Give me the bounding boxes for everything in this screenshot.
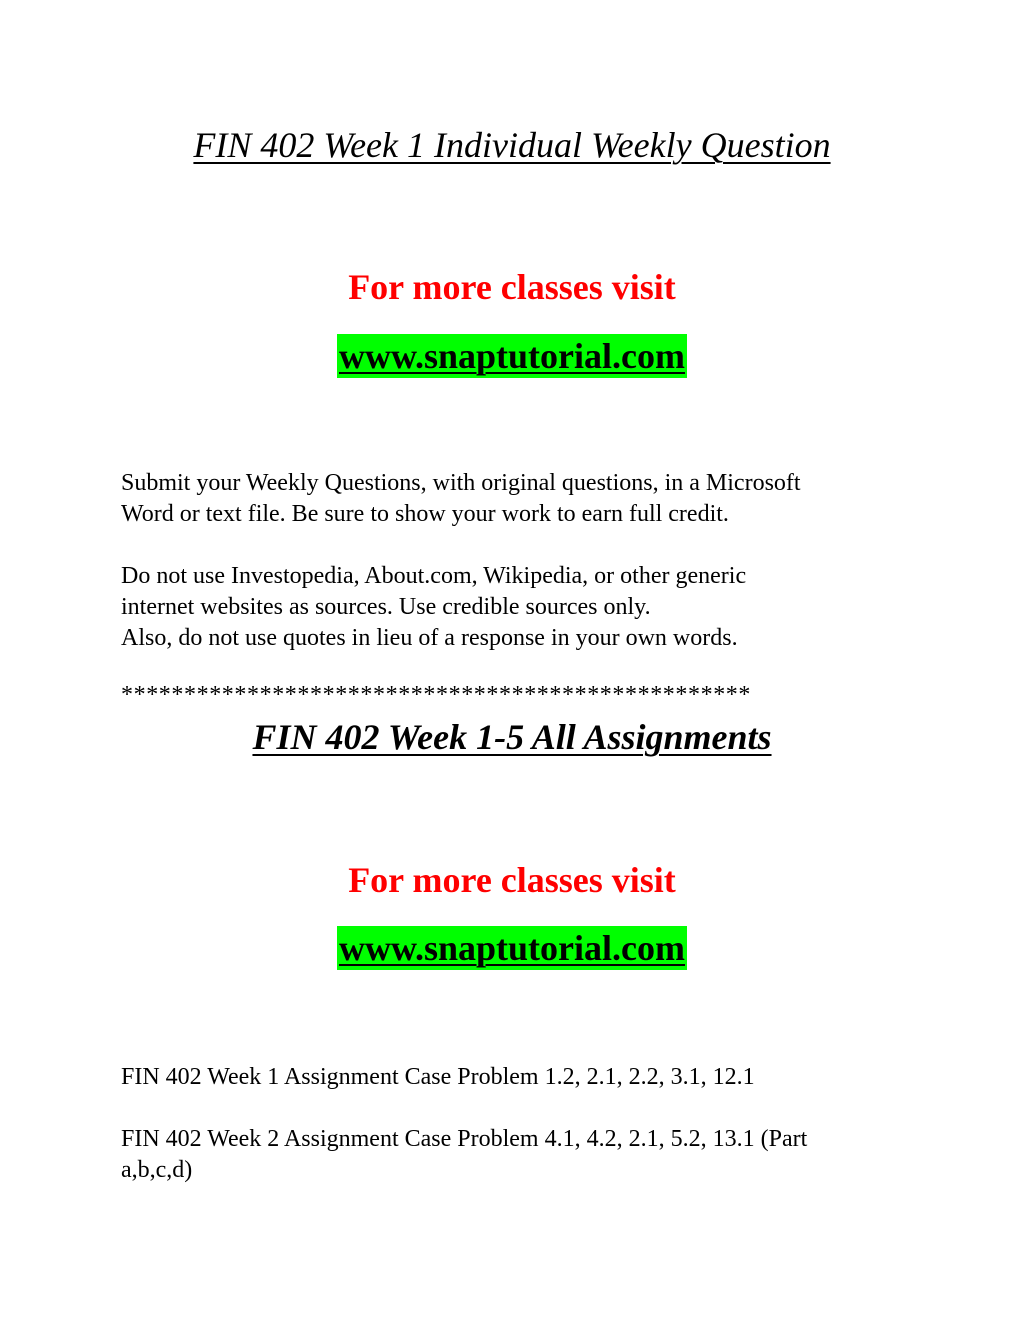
section1-title: FIN 402 Week 1 Individual Weekly Question	[193, 125, 831, 165]
paragraph-line: Also, do not use quotes in lieu of a response in your own words.	[121, 625, 738, 651]
section2-title: FIN 402 Week 1-5 All Assignments	[252, 717, 772, 757]
paragraph-line: Word or text file. Be sure to show your work to earn full credit.	[121, 501, 729, 527]
paragraph-line: a,b,c,d)	[121, 1157, 193, 1183]
section1-paragraph-instructions	[121, 468, 911, 530]
paragraph-line: internet websites as sources. Use credible sources only.	[121, 594, 651, 620]
star-separator: **************************************************	[121, 682, 751, 708]
section1-link-wrapper	[0, 334, 1024, 378]
paragraph-line: FIN 402 Week 2 Assignment Case Problem 4.1, 4.2, 2.1, 5.2, 13.1 (Part	[121, 1126, 808, 1152]
paragraph-line: Do not use Investopedia, About.com, Wikipedia, or other generic	[121, 563, 747, 589]
section2-link-wrapper	[0, 926, 1024, 970]
section1-snaptutorial-link[interactable]: www.snaptutorial.com	[338, 336, 685, 376]
section2-promo-text: For more classes visit	[348, 860, 676, 900]
paragraph-line: FIN 402 Week 1 Assignment Case Problem 1.2, 2.1, 2.2, 3.1, 12.1	[121, 1064, 755, 1090]
section2-snaptutorial-link[interactable]: www.snaptutorial.com	[338, 928, 685, 968]
section2-item-week2	[121, 1124, 911, 1186]
paragraph-line: Submit your Weekly Questions, with original questions, in a Microsoft	[121, 470, 801, 496]
section2-item-week1	[121, 1062, 911, 1093]
section1-paragraph-sources	[121, 561, 911, 654]
section1-promo-text: For more classes visit	[348, 267, 676, 307]
